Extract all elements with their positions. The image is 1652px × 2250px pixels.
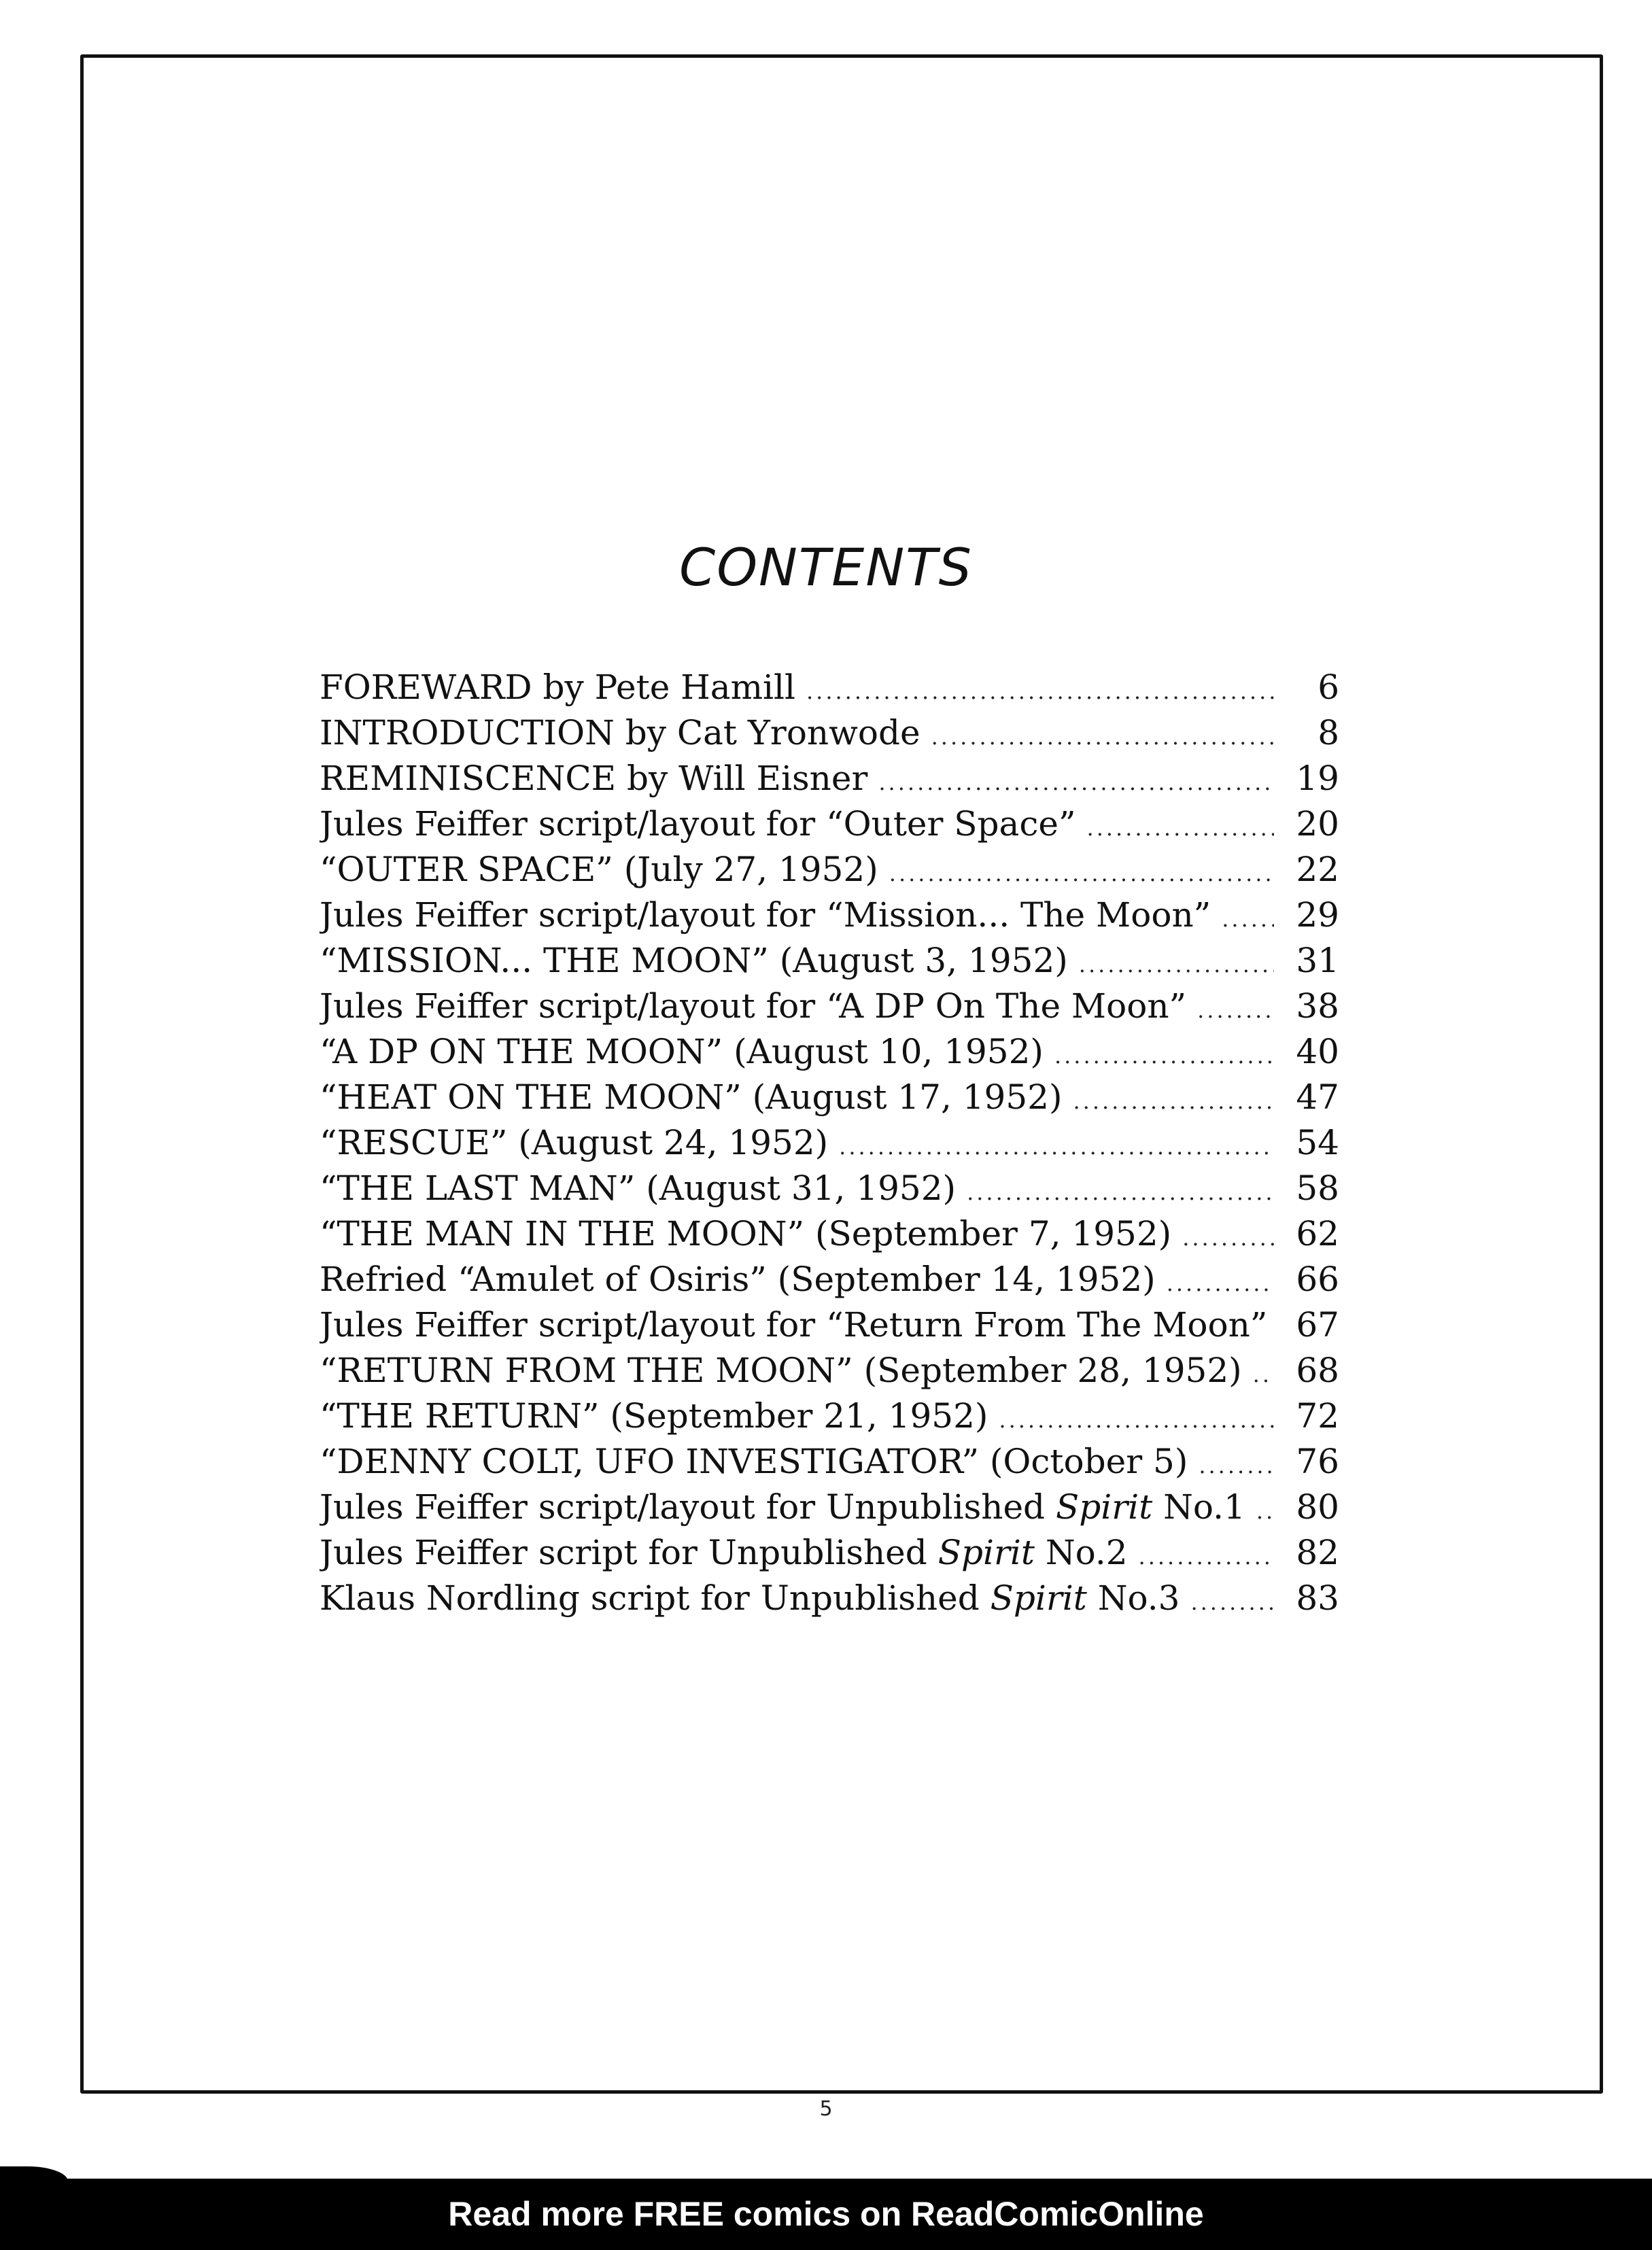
toc-entry: [320, 1211, 1339, 1257]
toc-entry-page: 82: [1296, 1533, 1339, 1572]
toc-entry-page: 67: [1296, 1305, 1339, 1345]
toc-entry: [320, 1530, 1339, 1576]
dot-leader: [1079, 942, 1274, 988]
toc-entry: [320, 1166, 1339, 1211]
toc-entry: [320, 1439, 1339, 1485]
toc-entry-title: “HEAT ON THE MOON” (August 17, 1952): [320, 1077, 1063, 1117]
toc-entry-page: 58: [1296, 1169, 1339, 1208]
toc-entry-title: “DENNY COLT, UFO INVESTIGATOR” (October 5): [320, 1442, 1188, 1481]
toc-entry-title: “THE MAN IN THE MOON” (September 7, 1952): [320, 1214, 1172, 1253]
toc-entry-page: 62: [1296, 1214, 1339, 1253]
table-of-contents: [320, 665, 1339, 1621]
dot-leader: [1222, 897, 1274, 942]
toc-entry-title: “RESCUE” (August 24, 1952): [320, 1123, 829, 1162]
toc-entry: [320, 665, 1339, 710]
toc-entry-page: 22: [1296, 850, 1339, 889]
toc-entry-title: “OUTER SPACE” (July 27, 1952): [320, 850, 878, 889]
dot-leader: [1182, 1215, 1274, 1261]
toc-entry-title: REMINISCENCE by Will Eisner: [320, 759, 868, 798]
dot-leader: [878, 760, 1274, 806]
toc-entry: [320, 1029, 1339, 1075]
footer-banner-text[interactable]: Read more FREE comics on ReadComicOnline: [448, 2195, 1204, 2233]
toc-entry-title: “THE RETURN” (September 21, 1952): [320, 1396, 988, 1436]
toc-entry-page: 68: [1296, 1351, 1339, 1390]
toc-entry-page: 8: [1318, 713, 1339, 752]
dot-leader: [1256, 1489, 1274, 1534]
toc-entry-title: “A DP ON THE MOON” (August 10, 1952): [320, 1032, 1044, 1071]
toc-entry-page: 72: [1296, 1396, 1339, 1436]
toc-entry: [320, 1257, 1339, 1302]
toc-entry-title: Refried “Amulet of Osiris” (September 14, 1952): [320, 1260, 1156, 1299]
toc-entry-title: Jules Feiffer script/layout for “Return From The Moon”: [320, 1305, 1268, 1345]
toc-entry-title: “MISSION... THE MOON” (August 3, 1952): [320, 941, 1068, 980]
dot-leader: [806, 669, 1274, 714]
toc-entry: [320, 1302, 1339, 1348]
toc-entry-page: 29: [1296, 895, 1339, 935]
toc-entry-page: 40: [1296, 1032, 1339, 1071]
toc-entry: [320, 1394, 1339, 1439]
dot-leader: [1197, 988, 1274, 1033]
dot-leader: [1054, 1033, 1274, 1079]
dot-leader: [839, 1124, 1274, 1170]
toc-entry-title: Jules Feiffer script for Unpublished Spirit No.2: [320, 1533, 1128, 1572]
toc-entry-page: 19: [1296, 759, 1339, 798]
toc-entry-title: “RETURN FROM THE MOON” (September 28, 1952): [320, 1351, 1242, 1390]
toc-entry: [320, 893, 1339, 938]
contents-heading: CONTENTS: [679, 537, 973, 598]
toc-entry-page: 38: [1296, 986, 1339, 1026]
dot-leader: [967, 1170, 1274, 1215]
toc-entry-page: 76: [1296, 1442, 1339, 1481]
dot-leader: [1167, 1261, 1274, 1306]
toc-entry-title: Jules Feiffer script/layout for “A DP On The Moon”: [320, 986, 1187, 1026]
toc-entry-page: 6: [1318, 668, 1339, 707]
toc-entry: [320, 1485, 1339, 1530]
page-number: 5: [819, 2097, 833, 2121]
toc-entry-title: “THE LAST MAN” (August 31, 1952): [320, 1169, 957, 1208]
toc-entry: [320, 847, 1339, 893]
toc-entry: [320, 1348, 1339, 1394]
dot-leader: [1139, 1534, 1274, 1580]
toc-entry-title: FOREWARD by Pete Hamill: [320, 668, 795, 707]
toc-entry: [320, 801, 1339, 847]
toc-entry-title: Klaus Nordling script for Unpublished Spirit No.3: [320, 1578, 1180, 1618]
toc-entry: [320, 938, 1339, 984]
toc-entry-title: Jules Feiffer script/layout for “Mission... The Moon”: [320, 895, 1211, 935]
dot-leader: [1190, 1580, 1274, 1625]
toc-entry-title: INTRODUCTION by Cat Yronwode: [320, 713, 920, 752]
footer-banner[interactable]: [0, 2179, 1652, 2250]
toc-entry: [320, 984, 1339, 1029]
toc-entry-page: 47: [1296, 1077, 1339, 1117]
toc-entry-title: Jules Feiffer script/layout for Unpublished Spirit No.1: [320, 1487, 1245, 1527]
dot-leader: [931, 714, 1274, 760]
toc-entry: [320, 1075, 1339, 1120]
dot-leader: [1087, 806, 1274, 851]
toc-entry-page: 20: [1296, 804, 1339, 844]
toc-entry: [320, 756, 1339, 801]
dot-leader: [889, 851, 1274, 897]
dot-leader: [1073, 1079, 1274, 1124]
toc-entry-page: 54: [1296, 1123, 1339, 1162]
dot-leader: [1199, 1443, 1274, 1489]
dot-leader: [999, 1398, 1274, 1443]
toc-entry: [320, 710, 1339, 756]
dot-leader: [1253, 1352, 1274, 1398]
toc-entry-page: 66: [1296, 1260, 1339, 1299]
toc-entry-title: Jules Feiffer script/layout for “Outer Space”: [320, 804, 1076, 844]
toc-entry-page: 80: [1296, 1487, 1339, 1527]
toc-entry-page: 31: [1296, 941, 1339, 980]
toc-entry: [320, 1576, 1339, 1621]
toc-entry: [320, 1120, 1339, 1166]
toc-entry-page: 83: [1296, 1578, 1339, 1618]
